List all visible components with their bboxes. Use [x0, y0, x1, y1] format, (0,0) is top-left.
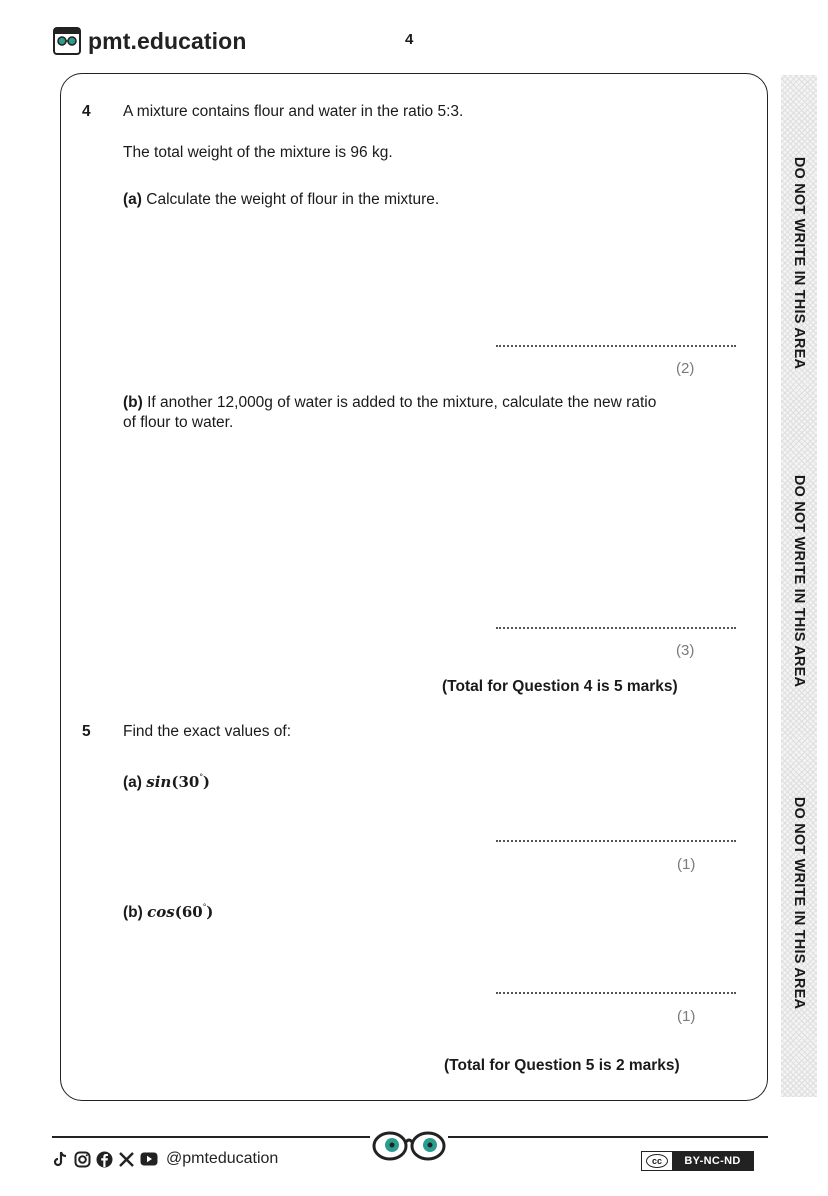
footer-social-links	[52, 1150, 278, 1168]
question-5b-function: cos	[147, 903, 175, 921]
marks-5b: (1)	[677, 1008, 696, 1025]
answer-line-4b[interactable]	[496, 627, 736, 629]
answer-line-4a[interactable]	[496, 345, 736, 347]
question-4b-text-line2: of flour to water.	[123, 414, 234, 431]
instagram-icon[interactable]	[74, 1151, 91, 1168]
question-4-intro: A mixture contains flour and water in the ratio 5:3.	[123, 103, 464, 120]
margin-warning-middle: DO NOT WRITE IN THIS AREA	[791, 474, 807, 688]
glasses-logo-icon	[52, 26, 82, 56]
question-5a-function: sin	[146, 773, 172, 791]
question-4-given: The total weight of the mixture is 96 kg.	[123, 144, 393, 161]
question-4b-label: (b)	[123, 394, 143, 411]
youtube-icon[interactable]	[140, 1152, 158, 1166]
header-logo	[52, 26, 246, 56]
question-5-number: 5	[82, 723, 91, 740]
question-4a-label: (a)	[123, 191, 142, 208]
answer-line-5b[interactable]	[496, 992, 736, 994]
glasses-logo-icon	[370, 1128, 448, 1164]
creative-commons-icon	[642, 1152, 672, 1170]
license-badge[interactable]	[641, 1151, 754, 1171]
marks-4b: (3)	[676, 642, 695, 659]
question-4-number: 4	[82, 103, 91, 120]
facebook-icon[interactable]	[96, 1151, 113, 1168]
question-4-total: (Total for Question 4 is 5 marks)	[442, 678, 678, 695]
page-number: 4	[405, 31, 414, 48]
question-5b-prompt: (b) cos(60°)	[123, 902, 214, 921]
answer-line-5a[interactable]	[496, 840, 736, 842]
margin-warning-bottom: DO NOT WRITE IN THIS AREA	[791, 796, 807, 1010]
license-text: BY-NC-ND	[672, 1152, 753, 1170]
question-5a-label: (a)	[123, 774, 142, 791]
margin-warning-top: DO NOT WRITE IN THIS AREA	[791, 156, 807, 370]
question-5-total: (Total for Question 5 is 2 marks)	[444, 1057, 680, 1074]
question-4b-prompt	[123, 393, 656, 413]
brand-name: pmt.education	[88, 27, 247, 54]
answer-area-border	[60, 73, 768, 1101]
marks-5a: (1)	[677, 856, 696, 873]
question-5a-prompt: (a) sin(30°)	[123, 772, 211, 791]
question-5-intro: Find the exact values of:	[123, 723, 292, 740]
tiktok-icon[interactable]	[52, 1150, 69, 1168]
question-4a-prompt	[123, 190, 439, 210]
x-icon[interactable]	[118, 1151, 135, 1168]
question-5a-angle: 30	[178, 773, 200, 791]
marks-4a: (2)	[676, 360, 695, 377]
cc-symbol: cc	[646, 1154, 668, 1168]
question-5b-label: (b)	[123, 904, 143, 921]
question-5b-angle: 60	[181, 903, 203, 921]
question-4b-text-line1: If another 12,000g of water is added to the mixture, calculate the new ratio	[142, 394, 657, 411]
question-4a-text: Calculate the weight of flour in the mixture.	[141, 191, 440, 208]
social-handle[interactable]: @pmteducation	[166, 1150, 279, 1167]
